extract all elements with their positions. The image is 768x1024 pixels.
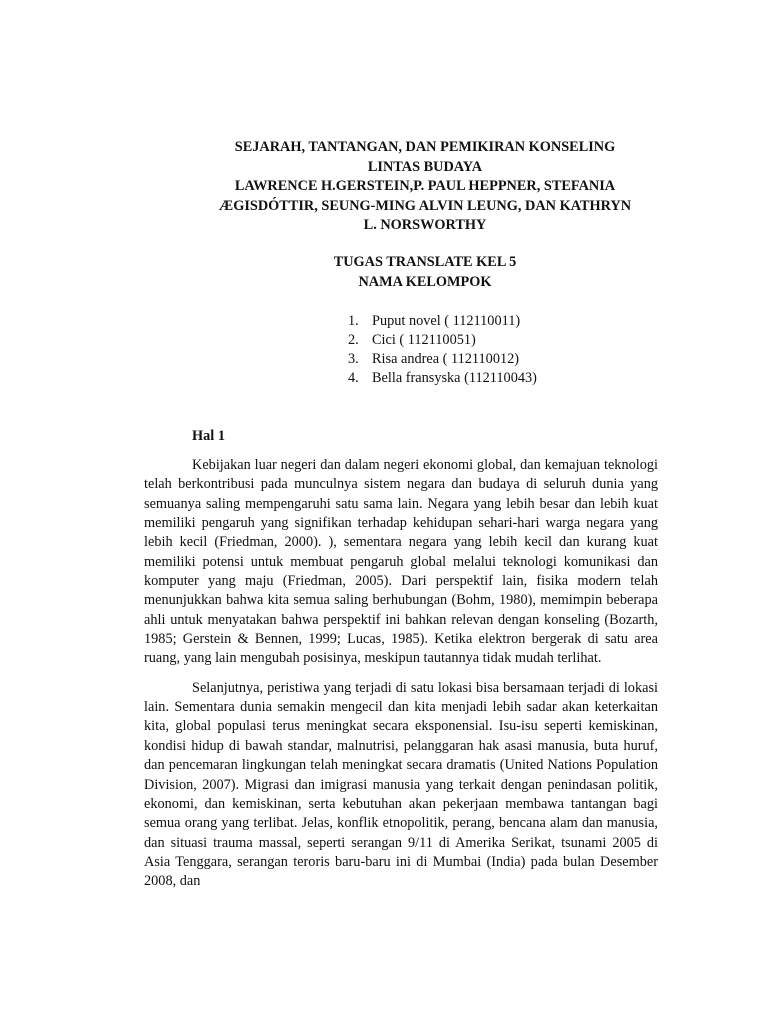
title-line: LAWRENCE H.GERSTEIN,P. PAUL HEPPNER, STEFANIA — [234, 178, 616, 194]
member-name: Risa andrea ( 112110012) — [372, 351, 520, 367]
document-title — [160, 138, 690, 236]
list-item — [348, 350, 537, 369]
list-number: 1. — [348, 313, 359, 329]
paragraph: Kebijakan luar negeri dan dalam negeri ekonomi global, dan kemajuan teknologi telah berkontribusi pada munculnya sistem negara dan budaya di seluruh dunia yang semuanya saling mempengaruhi satu sama lain. Negara yang lebih besar dan lebih kuat memiliki pengaruh yang signifikan terhadap kehidupan sehari-hari warga negara yang lebih kecil (Friedman, 2000). ), sementara negara yang lebih kecil dan kurang kuat memiliki potensi untuk membuat pengaruh global melalui teknologi komunikasi dan komputer yang maju (Friedman, 2005). Dari perspektif lain, fisika modern telah menunjukkan bahwa kita semua saling berhubungan (Bohm, 1980), memimpin beberapa ahli untuk menyatakan bahwa perspektif ini bahkan relevan dengan konseling (Bozarth, 1985; Gerstein & Bennen, 1999; Lucas, 1985). Ketika elektron bergerak di satu area ruang, yang lain mengubah posisinya, meskipun tautannya tidak mudah terlihat. — [144, 457, 658, 667]
list-number: 4. — [348, 370, 359, 386]
list-number: 3. — [348, 351, 359, 367]
body-text — [144, 456, 658, 902]
section-heading: Hal 1 — [192, 428, 225, 444]
assignment-header — [160, 253, 690, 292]
title-line: L. NORSWORTHY — [363, 217, 487, 233]
title-line: ÆGISDÓTTIR, SEUNG-MING ALVIN LEUNG, DAN KATHRYN — [218, 197, 632, 214]
list-item — [348, 312, 537, 331]
list-item — [348, 369, 537, 388]
group-label: NAMA KELOMPOK — [358, 273, 492, 290]
assignment-title: TUGAS TRANSLATE KEL 5 — [333, 254, 517, 270]
list-item — [348, 331, 537, 350]
member-list — [348, 312, 537, 388]
list-number: 2. — [348, 332, 359, 348]
title-line: SEJARAH, TANTANGAN, DAN PEMIKIRAN KONSELING — [234, 139, 616, 155]
member-name: Puput novel ( 112110011) — [372, 313, 521, 329]
member-name: Bella fransyska (112110043) — [372, 370, 537, 386]
member-name: Cici ( 112110051) — [372, 332, 476, 348]
title-line: LINTAS BUDAYA — [367, 158, 483, 175]
paragraph: Selanjutnya, peristiwa yang terjadi di satu lokasi bisa bersamaan terjadi di lokasi lain. Sementara dunia semakin mengecil dan kita menjadi lebih sadar akan keterkaitan kita, global populasi terus meningkat secara eksponensial. Isu-isu seperti kemiskinan, kondisi hidup di bawah standar, malnutrisi, pelanggaran hak asasi manusia, buta huruf, dan pencemaran lingkungan telah meningkat secara dramatis (United Nations Population Division, 2007). Migrasi dan imigrasi manusia yang terkait dengan penindasan politik, ekonomi, dan kemiskinan, serta kebutuhan akan pekerjaan membawa tantangan bagi semua orang yang terlibat. Jelas, konflik etnopolitik, perang, bencana alam dan manusia, dan situasi trauma massal, seperti serangan 9/11 di Amerika Serikat, tsunami 2005 di Asia Tenggara, serangan teroris baru-baru ini di Mumbai (India) pada bulan Desember 2008, dan — [144, 679, 658, 890]
